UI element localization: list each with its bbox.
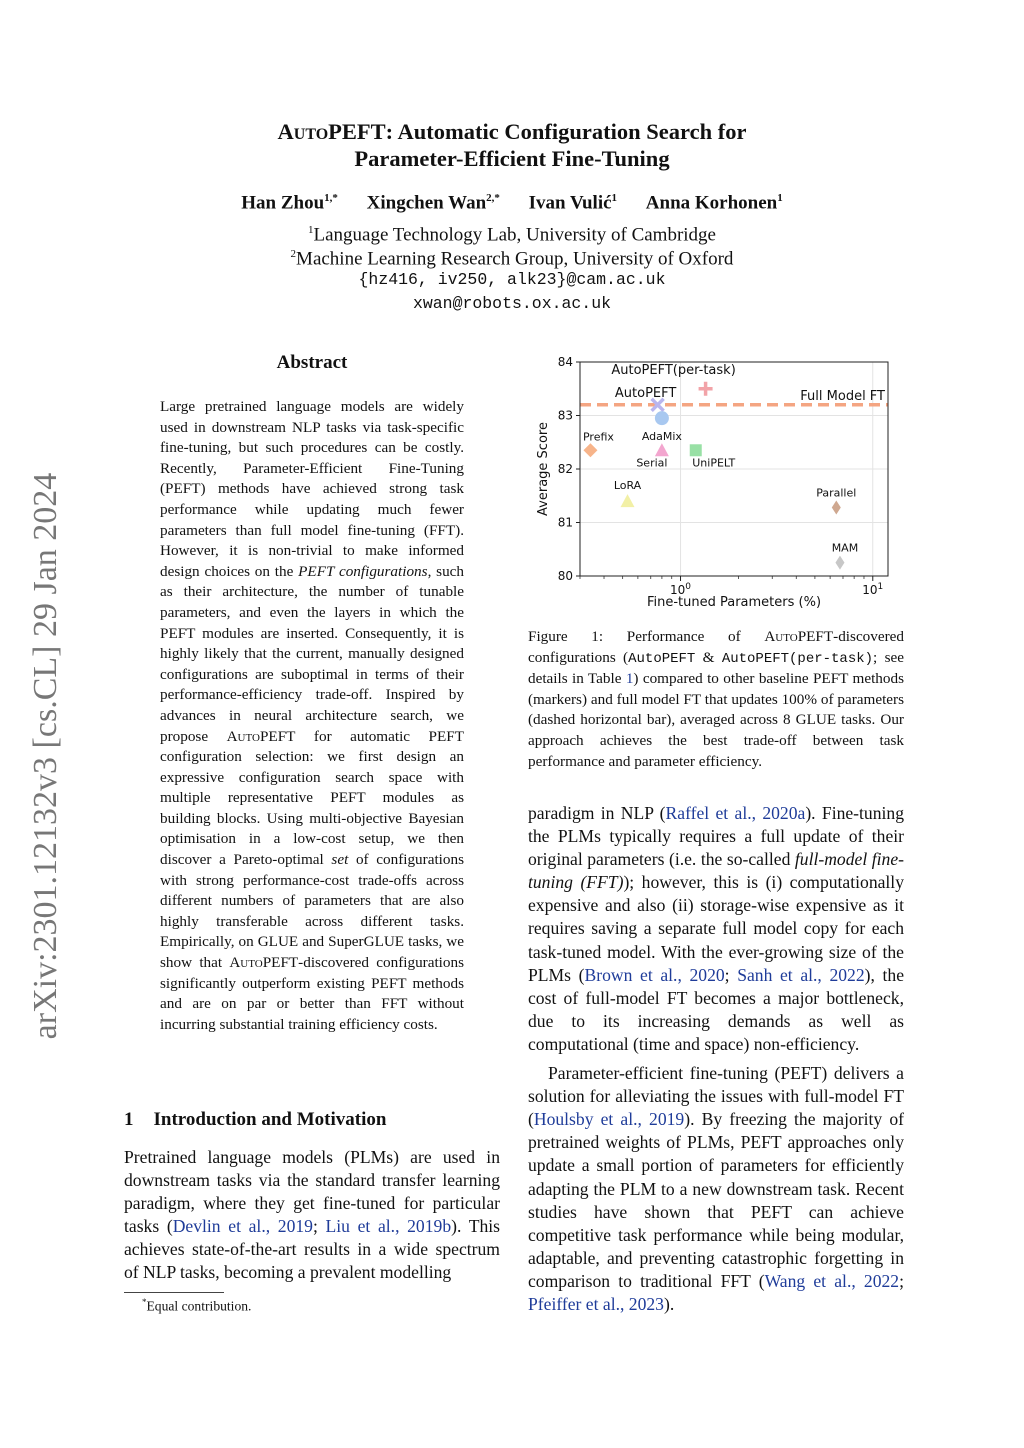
footnote-mark: *	[142, 1297, 147, 1307]
citation-link[interactable]: Raffel et al., 2020a	[665, 803, 806, 823]
marker-prefix	[583, 443, 597, 457]
full-model-ft-label: Full Model FT	[800, 388, 885, 404]
marker-lora	[621, 494, 635, 507]
point-label-parallel: Parallel	[816, 486, 857, 500]
email-cambridge: {hz416, iv250, alk23}@cam.ac.uk	[358, 270, 666, 289]
section-title: Introduction and Motivation	[153, 1109, 387, 1130]
point-label-adamix: AdaMix	[641, 430, 682, 444]
footnote-text: Equal contribution.	[146, 1298, 252, 1314]
point-label-prefix: Prefix	[582, 430, 614, 444]
y-tick-label: 84	[557, 355, 573, 369]
point-label-unipelt: UniPELT	[692, 456, 736, 470]
method-name: AutoPEFT	[226, 727, 296, 745]
citation-link[interactable]: Liu et al., 2019b	[325, 1216, 452, 1237]
author-affiliation-mark: 1	[777, 192, 783, 204]
y-tick-label: 83	[557, 408, 573, 423]
method-name: AutoPEFT	[229, 954, 299, 972]
citation-link[interactable]: Wang et al., 2022	[764, 1270, 900, 1291]
author	[367, 192, 500, 214]
affiliation-mark: 2	[290, 248, 297, 260]
marker-adamix	[655, 411, 669, 425]
title-line-2: Parameter-Efficient Fine-Tuning	[354, 146, 670, 171]
affiliation-2	[150, 242, 874, 271]
y-tick-label: 82	[557, 462, 573, 476]
method-name-mono: AutoPEFT(per-task)	[721, 650, 874, 667]
author-affiliation-mark: 2,*	[486, 192, 500, 204]
y-tick-label: 81	[557, 515, 573, 530]
intro-right-column	[528, 802, 904, 1316]
citation-link[interactable]: Sanh et al., 2022	[737, 964, 865, 985]
citation-link[interactable]: Brown et al., 2020	[584, 964, 725, 985]
scatter-chart	[528, 352, 906, 622]
method-name-mono: AutoPEFT	[628, 650, 696, 667]
author	[241, 192, 338, 214]
abstract-emphasis: PEFT configurations	[298, 562, 428, 580]
abstract-body: Large pretrained language models are widely used in downstream NLP tasks via task-specific fine-tuning, but such procedures can be costly. Recently, Parameter-Efficient Fine-Tuning (PEFT) methods have achieved strong task performance while updating much fewer parameters than full model fine-tuning (FFT). However, it is non-trivial to make informed design choices on the PEFT configurations, such as their architecture, the number of tunable parameters, and even the layers in which the PEFT modules are inserted. Consequently, it is highly likely that the current, manually designed configurations are suboptimal in terms of their performance-efficiency trade-off. Inspired by advances in neural architecture search, we propose AutoPEFT for automatic PEFT configuration selection: we first design an expressive configuration search space with multiple representative PEFT modules as building blocks. Using multi-objective Bayesian optimisation in a low-cost setup, we then discover a Pareto-optimal set of configurations with strong performance-cost trade-offs across different numbers of parameters that are also highly transferable across different tasks. Empirically, on GLUE and SuperGLUE tasks, we show that AutoPEFT-discovered configurations significantly outperform existing PEFT methods and are on par or better than FFT without incurring substantial training efficiency costs.	[160, 398, 465, 1033]
section-heading-introduction	[124, 1109, 386, 1131]
arxiv-identifier: arXiv:2301.12132v3 [cs.CL] 29 Jan 2024	[27, 472, 64, 1040]
marker-parallel	[832, 501, 841, 515]
point-label-autopeft: AutoPEFT	[614, 385, 677, 401]
affiliation-text: Language Technology Lab, University of Cambridge	[313, 224, 716, 246]
citation-link[interactable]: Devlin et al., 2019	[172, 1216, 313, 1237]
marker-mam	[835, 556, 844, 570]
intro-paragraph-1-start: Pretrained language models (PLMs) are used in downstream tasks via the standard transfer learning paradigm, where they get fine-tuned for particular tasks (Devlin et al., 2019; Liu et al., 2019b). This achieves state-of-the-art results in a wide spectrum of NLP tasks, becoming a prevalent modelling	[124, 1147, 501, 1283]
x-axis-label: Fine-tuned Parameters (%)	[646, 595, 822, 610]
term-emphasis: full-model fine-tuning (FFT)	[528, 849, 904, 893]
intro-paragraph-2: Parameter-efficient fine-tuning (PEFT) delivers a solution for alleviating the issues with full-model FT (Houlsby et al., 2019). By freezing the majority of pretrained weights of PLMs, PEFT approaches only update a small portion of parameters for efficiently adapting the PLM to a new downstream task. Recent studies have shown that PEFT can achieve competitive task performance while being modular, adaptable, and preventing catastrophic forgetting in comparison to traditional FFT (Wang et al., 2022; Pfeiffer et al., 2023).	[528, 1063, 905, 1314]
x-tick-label: $10^0$	[670, 582, 692, 597]
marker-serial	[655, 443, 669, 456]
table-reference-link[interactable]: 1	[625, 670, 634, 688]
email-oxford: xwan@robots.ox.ac.uk	[412, 294, 612, 313]
author-name: Xingchen Wan	[366, 192, 487, 214]
point-label-serial: Serial	[636, 456, 668, 470]
marker-autopeft-per-task	[699, 382, 713, 396]
figure-1	[528, 352, 906, 622]
footnote-rule	[124, 1292, 224, 1293]
footnote	[142, 1297, 251, 1315]
citation-link[interactable]: Houlsby et al., 2019	[533, 1109, 685, 1130]
citation-link[interactable]: Pfeiffer et al., 2023	[528, 1293, 664, 1314]
figure-caption: Figure 1: Performance of AutoPEFT-discovered configurations (AutoPEFT & AutoPEFT(per-task); see details in Table 1) compared to other baseline PEFT methods (markers) and full model FT that updates 100% of parameters (dashed horizontal bar), averaged across 8 GLUE tasks. Our approach achieves the best trade-off between task performance and parameter efficiency.	[528, 628, 904, 770]
author	[646, 192, 783, 214]
author	[529, 192, 617, 214]
author-name: Ivan Vulić	[528, 192, 612, 214]
point-label-lora: LoRA	[613, 479, 642, 493]
y-tick-label: 80	[557, 569, 573, 583]
y-axis-label: Average Score	[536, 422, 551, 516]
method-name: AutoPEFT	[764, 628, 834, 645]
abstract-heading: Abstract	[276, 352, 348, 373]
author-affiliation-mark: 1,*	[324, 192, 338, 204]
affiliation-text: Machine Learning Research Group, University of Oxford	[296, 248, 734, 270]
abstract-emphasis: set	[331, 851, 349, 869]
intro-paragraph-1-continued: paradigm in NLP (Raffel et al., 2020a). Fine-tuning the PLMs typically requires a full update of their original parameters (i.e. the so-called full-model fine-tuning (FFT)); however, this is (i) computationally expensive and also (ii) storage-wise expensive as it requires saving a separate full model copy for each task-tuned model. With the ever-growing size of the PLMs (Brown et al., 2020; Sanh et al., 2022), the cost of full-model FT becomes a major bottleneck, due to its increasing demands as well as computational (time and space) non-efficiency.	[528, 803, 905, 1054]
affiliation-mark: 1	[308, 224, 314, 236]
point-label-autopeft-per-task: AutoPEFT(per-task)	[611, 362, 736, 378]
paper-title	[180, 118, 844, 172]
x-tick-label: $10^1$	[862, 582, 884, 597]
author-name: Han Zhou	[241, 192, 325, 214]
title-method-name: AutoPEFT	[277, 119, 386, 144]
title-line-1: : Automatic Configuration Search for	[385, 119, 747, 144]
author-name: Anna Korhonen	[645, 192, 778, 214]
marker-unipelt	[690, 444, 702, 456]
author-affiliation-mark: 1	[611, 192, 618, 204]
author-list	[150, 192, 874, 214]
point-label-mam: MAM	[831, 541, 859, 555]
section-number: 1	[124, 1109, 134, 1130]
